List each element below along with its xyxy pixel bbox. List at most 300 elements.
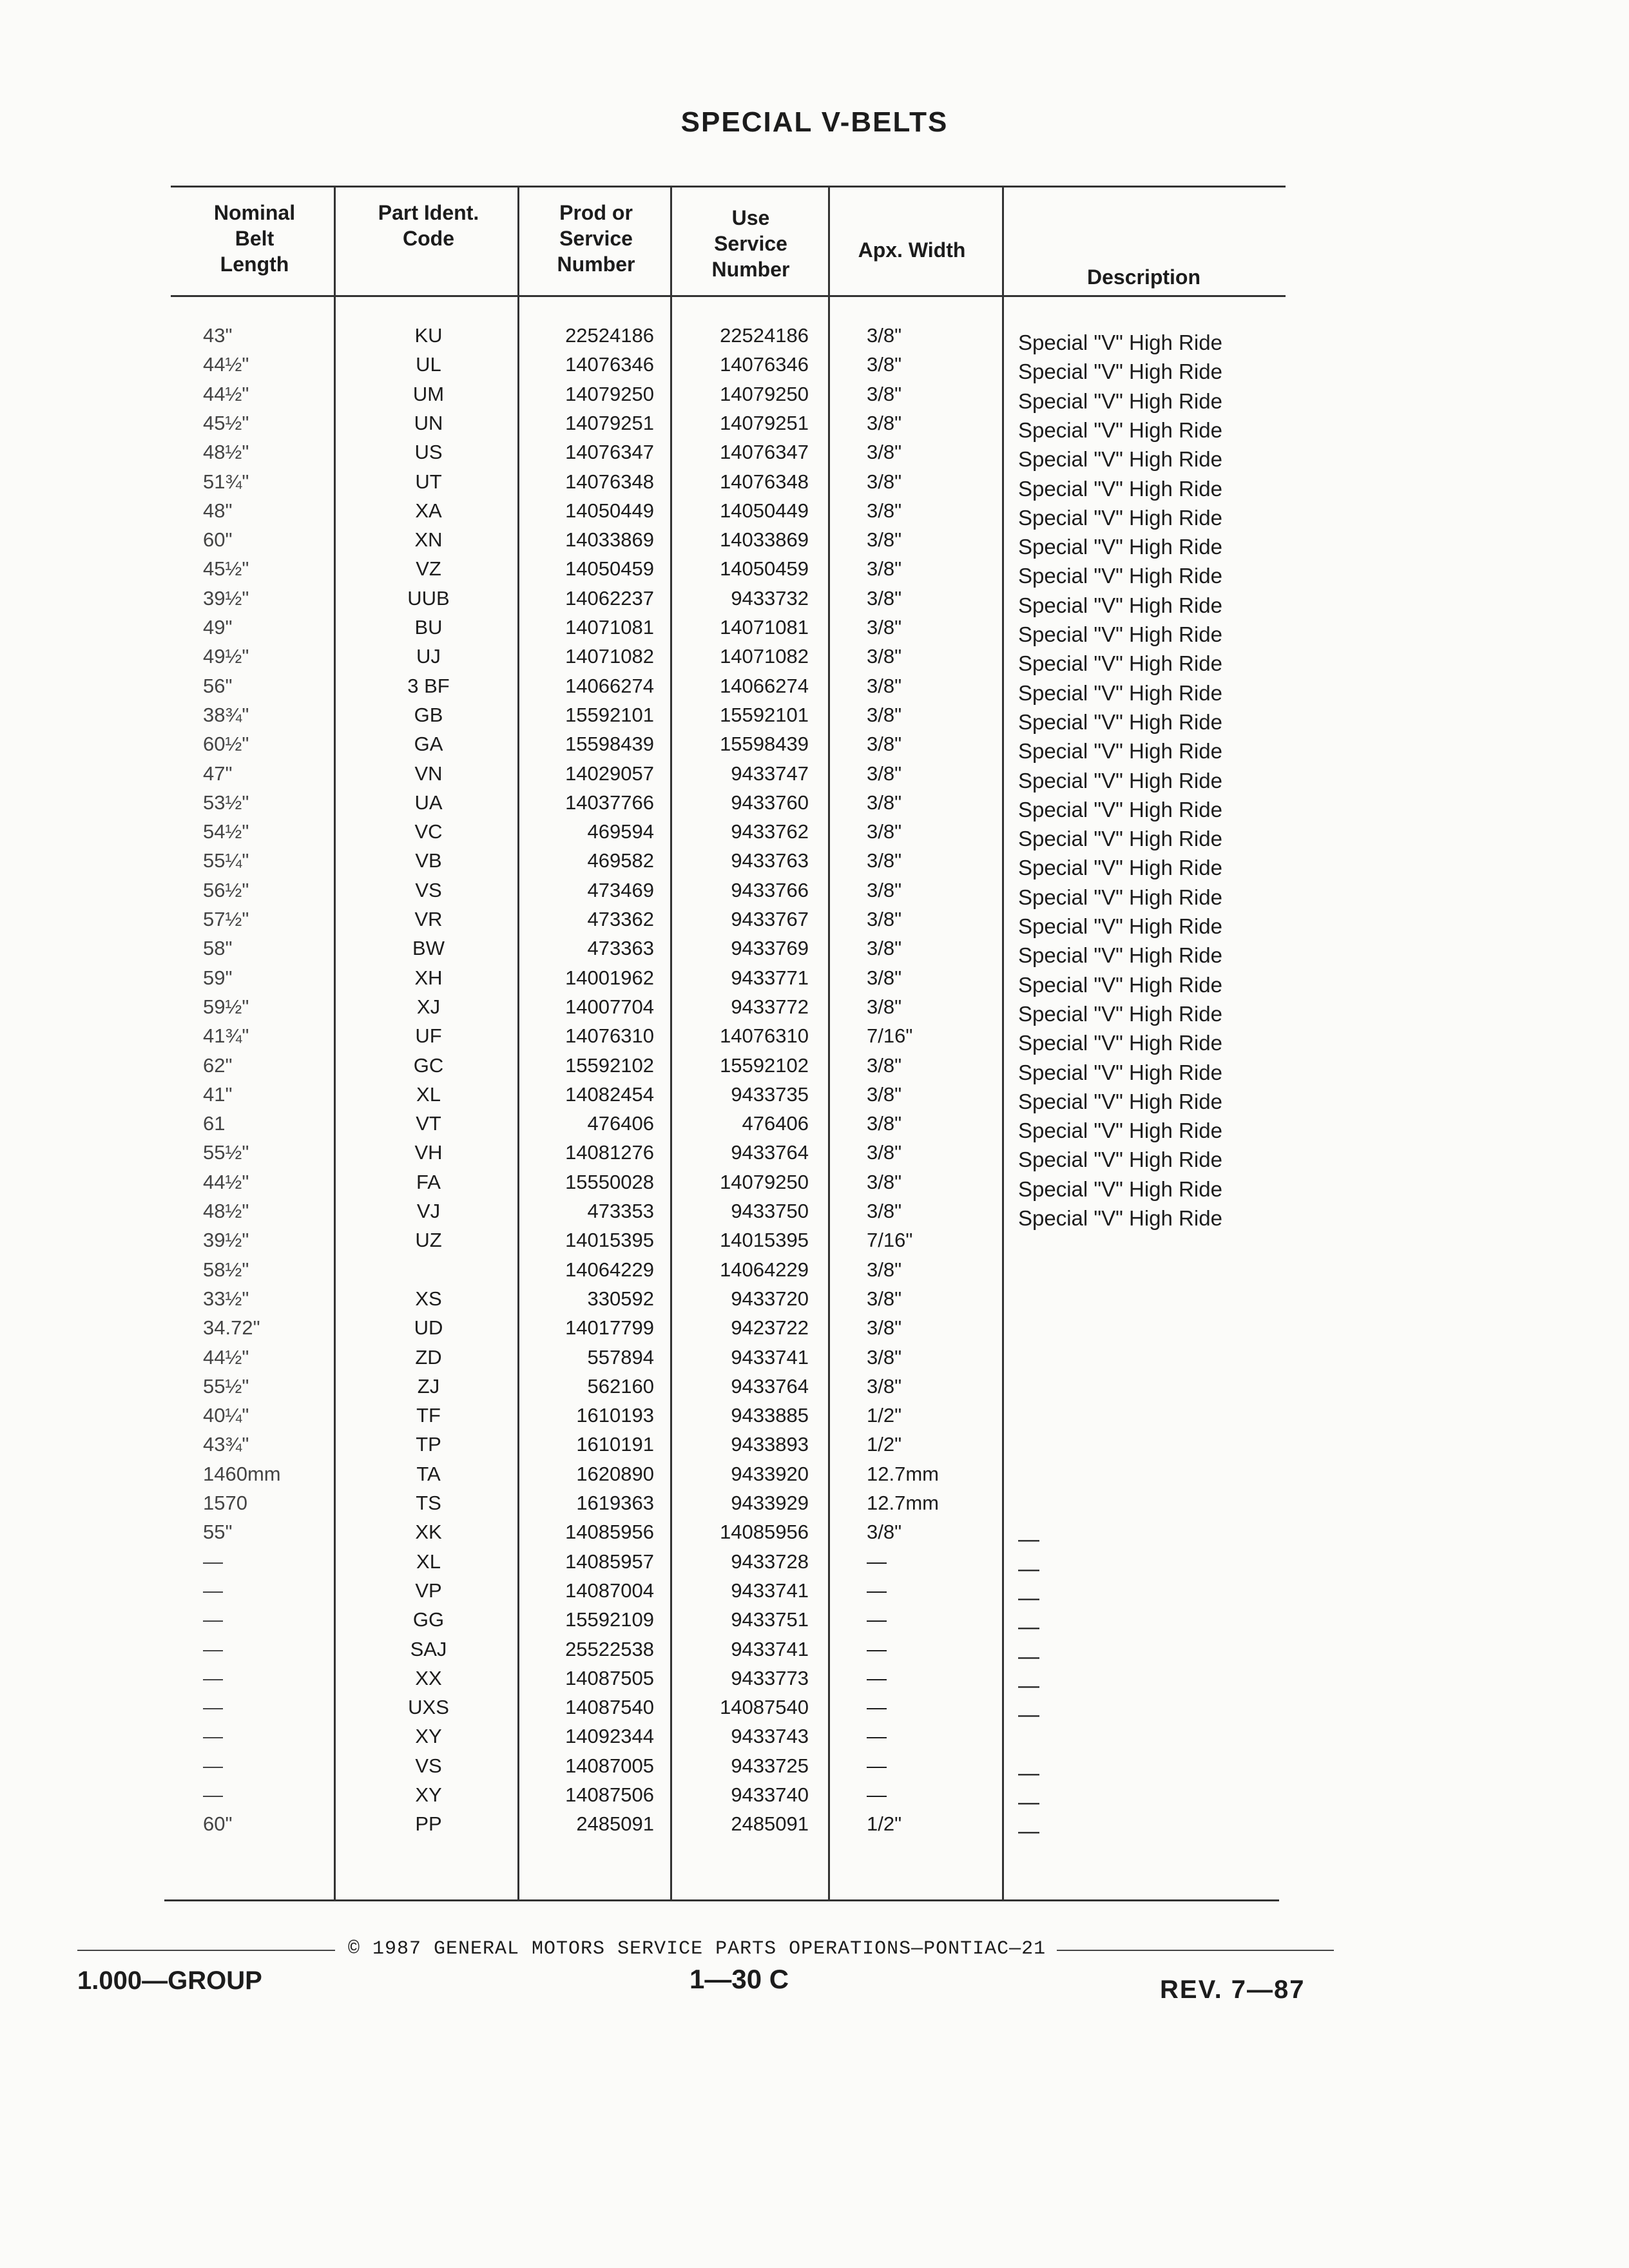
cell-belt-length: 41¾" [203, 1024, 249, 1048]
cell-ident-code: UN [414, 411, 443, 434]
cell-ident-code: XX [415, 1666, 442, 1689]
cell-apx-width: 3/8" [867, 528, 902, 552]
cell-prod-number: 2485091 [576, 1812, 654, 1836]
cell-ident-code: VR [414, 908, 443, 930]
cell-belt-length: — [203, 1783, 223, 1806]
cell-apx-width: 3/8" [867, 470, 902, 493]
cell-prod-number: 14085957 [565, 1550, 654, 1573]
cell-apx-width: 3/8" [867, 937, 902, 960]
cell-prod-number: 14076346 [565, 353, 654, 376]
cell-apx-width: 3/8" [867, 411, 902, 434]
cell-belt-length: 60" [203, 1812, 233, 1836]
cell-belt-length: 49½" [203, 645, 249, 668]
cell-use-number: 9433760 [731, 791, 809, 814]
page-title: SPECIAL V-BELTS [680, 106, 949, 138]
cell-belt-length: 56½" [203, 878, 249, 901]
cell-belt-length: 40¼" [203, 1404, 249, 1427]
cell-use-number: 14079250 [720, 382, 809, 405]
cell-use-number: 14076346 [720, 353, 809, 376]
header-width: Apx. Width [858, 238, 966, 262]
cell-belt-length: 44½" [203, 382, 249, 405]
cell-prod-number: 557894 [587, 1345, 654, 1369]
cell-prod-number: 14001962 [565, 966, 654, 989]
cell-prod-number: 15592102 [565, 1053, 654, 1077]
cell-ident-code: GA [414, 733, 443, 756]
cell-prod-number: 473363 [587, 937, 654, 960]
cell-use-number: 9433772 [731, 995, 809, 1018]
cell-ident-code: XY [415, 1783, 442, 1806]
col-divider-4 [828, 186, 830, 1899]
cell-apx-width: 3/8" [867, 499, 902, 522]
cell-use-number: 14033869 [720, 528, 809, 552]
cell-prod-number: 22524186 [565, 324, 654, 347]
cell-ident-code: VB [415, 849, 442, 872]
cell-prod-number: 14064229 [565, 1258, 654, 1281]
cell-use-number: 14085956 [720, 1521, 809, 1544]
cell-apx-width: 3/8" [867, 1287, 902, 1310]
cell-prod-number: 330592 [587, 1287, 654, 1310]
cell-prod-number: 14050459 [565, 557, 654, 581]
cell-prod-number: 14079250 [565, 382, 654, 405]
cell-belt-length: 44½" [203, 1170, 249, 1193]
cell-use-number: 9433741 [731, 1637, 809, 1660]
cell-belt-length: 33½" [203, 1287, 249, 1310]
cell-use-number: 9433885 [731, 1404, 809, 1427]
cell-prod-number: 14085956 [565, 1521, 654, 1544]
cell-description: Special "V" High Ride [1018, 1206, 1222, 1230]
cell-apx-width: 7/16" [867, 1229, 913, 1252]
cell-ident-code: VH [414, 1141, 443, 1164]
table-top-rule [171, 186, 1286, 187]
cell-apx-width: 3/8" [867, 966, 902, 989]
cell-prod-number: 14037766 [565, 791, 654, 814]
cell-ident-code: XA [415, 499, 442, 522]
vbelt-table [164, 186, 1286, 1899]
cell-ident-code: TA [416, 1462, 441, 1485]
cell-belt-length: — [203, 1550, 223, 1573]
cell-apx-width: — [867, 1725, 887, 1748]
cell-use-number: 14076310 [720, 1024, 809, 1048]
cell-apx-width: — [867, 1783, 887, 1806]
footer-revision: REV. 7—87 [1160, 1975, 1306, 2004]
cell-ident-code: GB [414, 703, 443, 726]
header-length: Nominal Belt Length [213, 201, 296, 276]
cell-use-number: 9433732 [731, 586, 809, 610]
cell-ident-code: UF [415, 1024, 442, 1048]
cell-belt-length: 48" [203, 499, 233, 522]
cell-description: — [1018, 1527, 1039, 1552]
footer-rule-left [77, 1950, 335, 1951]
cell-use-number: 2485091 [731, 1812, 809, 1836]
cell-apx-width: — [867, 1608, 887, 1631]
cell-prod-number: 14082454 [565, 1082, 654, 1106]
footer-copyright: © 1987 GENERAL MOTORS SERVICE PARTS OPERATIONS—PONTIAC—21 [348, 1938, 1046, 1960]
cell-description: Special "V" High Ride [1018, 564, 1222, 588]
cell-use-number: 9433929 [731, 1492, 809, 1514]
cell-apx-width: 3/8" [867, 441, 902, 464]
cell-prod-number: 14076347 [565, 441, 654, 464]
cell-description: — [1018, 1819, 1039, 1843]
cell-ident-code: US [414, 441, 443, 464]
cell-belt-length: — [203, 1608, 223, 1631]
cell-prod-number: 1619363 [576, 1492, 654, 1514]
cell-apx-width: 3/8" [867, 616, 902, 639]
cell-prod-number: 14033869 [565, 528, 654, 552]
cell-use-number: 14015395 [720, 1229, 809, 1252]
cell-prod-number: 562160 [587, 1374, 654, 1398]
cell-belt-length: 58½" [203, 1258, 249, 1281]
cell-apx-width: 12.7mm [867, 1462, 939, 1485]
cell-ident-code: VS [415, 878, 442, 901]
cell-description: — [1018, 1644, 1039, 1668]
cell-prod-number: 14076348 [565, 470, 654, 493]
cell-use-number: 9433767 [731, 908, 809, 930]
cell-description: — [1018, 1790, 1039, 1814]
cell-use-number: 9433747 [731, 762, 809, 785]
cell-use-number: 9433773 [731, 1666, 809, 1689]
cell-apx-width: 7/16" [867, 1024, 913, 1048]
cell-apx-width: 3/8" [867, 1141, 902, 1164]
cell-belt-length: 60" [203, 528, 233, 552]
cell-prod-number: 14066274 [565, 674, 654, 697]
cell-belt-length: 55¼" [203, 849, 249, 872]
cell-apx-width: 3/8" [867, 762, 902, 785]
cell-description: Special "V" High Ride [1018, 768, 1222, 793]
cell-apx-width: 3/8" [867, 733, 902, 756]
header-code: Part Ident. Code [378, 201, 479, 250]
cell-prod-number: 15550028 [565, 1170, 654, 1193]
cell-apx-width: 3/8" [867, 791, 902, 814]
cell-prod-number: 15592109 [565, 1608, 654, 1631]
cell-apx-width: 3/8" [867, 324, 902, 347]
cell-belt-length: 43¾" [203, 1433, 249, 1456]
cell-prod-number: 469594 [587, 820, 654, 843]
cell-belt-length: 62" [203, 1053, 233, 1077]
cell-apx-width: — [867, 1550, 887, 1573]
cell-description: Special "V" High Ride [1018, 943, 1222, 968]
cell-apx-width: 3/8" [867, 908, 902, 930]
cell-use-number: 14076347 [720, 441, 809, 464]
cell-belt-length: 39½" [203, 586, 249, 610]
cell-apx-width: 3/8" [867, 878, 902, 901]
col-divider-1 [334, 186, 336, 1899]
cell-use-number: 9433893 [731, 1433, 809, 1456]
cell-ident-code: GG [412, 1608, 445, 1631]
cell-description: Special "V" High Ride [1018, 1001, 1222, 1026]
cell-ident-code: UA [414, 791, 443, 814]
cell-ident-code: SAJ [410, 1637, 447, 1660]
cell-description: — [1018, 1615, 1039, 1639]
cell-description: Special "V" High Ride [1018, 1177, 1222, 1201]
cell-prod-number: 1620890 [576, 1462, 654, 1485]
cell-prod-number: 14087005 [565, 1754, 654, 1777]
cell-prod-number: 14015395 [565, 1229, 654, 1252]
cell-ident-code: VC [414, 820, 443, 843]
cell-use-number: 9433741 [731, 1345, 809, 1369]
cell-apx-width: 3/8" [867, 1258, 902, 1281]
cell-use-number: 9433764 [731, 1374, 809, 1398]
cell-apx-width: 3/8" [867, 1053, 902, 1077]
cell-prod-number: 14029057 [565, 762, 654, 785]
cell-ident-code: ZJ [417, 1374, 440, 1398]
cell-belt-length: 47" [203, 762, 233, 785]
cell-description: Special "V" High Ride [1018, 1089, 1222, 1113]
cell-apx-width: — [867, 1666, 887, 1689]
cell-ident-code: VN [414, 762, 443, 785]
cell-apx-width: 1/2" [867, 1404, 902, 1427]
cell-belt-length: 51¾" [203, 470, 249, 493]
cell-prod-number: 473353 [587, 1200, 654, 1222]
cell-prod-number: 15592101 [565, 703, 654, 726]
cell-description: — [1018, 1760, 1039, 1785]
cell-prod-number: 14071081 [565, 616, 654, 639]
cell-belt-length: 58" [203, 937, 233, 960]
cell-use-number: 14079250 [720, 1170, 809, 1193]
cell-ident-code: XK [415, 1521, 442, 1544]
cell-apx-width: 1/2" [867, 1812, 902, 1836]
cell-belt-length: 45½" [203, 557, 249, 581]
cell-ident-code: FA [416, 1170, 441, 1193]
cell-prod-number: 476406 [587, 1112, 654, 1135]
cell-prod-number: 14050449 [565, 499, 654, 522]
cell-prod-number: 469582 [587, 849, 654, 872]
cell-apx-width: — [867, 1579, 887, 1602]
cell-ident-code: XH [414, 966, 443, 989]
cell-description: Special "V" High Ride [1018, 360, 1222, 384]
cell-ident-code: XJ [416, 995, 441, 1018]
col-divider-3 [670, 186, 672, 1899]
cell-use-number: 9433771 [731, 966, 809, 989]
cell-apx-width: 3/8" [867, 1170, 902, 1193]
cell-description: Special "V" High Ride [1018, 856, 1222, 880]
cell-apx-width: 3/8" [867, 382, 902, 405]
cell-apx-width: — [867, 1754, 887, 1777]
cell-use-number: 14066274 [720, 674, 809, 697]
cell-belt-length: 44½" [203, 1345, 249, 1369]
cell-description: Special "V" High Ride [1018, 505, 1222, 530]
cell-ident-code: UUB [407, 586, 450, 610]
cell-apx-width: 3/8" [867, 557, 902, 581]
cell-ident-code: XL [416, 1082, 441, 1106]
footer-group: 1.000—GROUP [77, 1966, 262, 1995]
cell-use-number: 9433762 [731, 820, 809, 843]
cell-prod-number: 14092344 [565, 1725, 654, 1748]
cell-prod-number: 14062237 [565, 586, 654, 610]
cell-belt-length: 54½" [203, 820, 249, 843]
cell-belt-length: 48½" [203, 441, 249, 464]
cell-belt-length: 1460mm [203, 1462, 281, 1485]
cell-use-number: 9433740 [731, 1783, 809, 1806]
cell-description: Special "V" High Ride [1018, 593, 1222, 617]
cell-description: Special "V" High Ride [1018, 1119, 1222, 1143]
cell-ident-code: UJ [416, 645, 441, 668]
cell-description: Special "V" High Ride [1018, 389, 1222, 413]
cell-belt-length: 56" [203, 674, 233, 697]
cell-use-number: 14079251 [720, 411, 809, 434]
cell-belt-length: 1570 [203, 1492, 247, 1514]
cell-prod-number: 14087004 [565, 1579, 654, 1602]
cell-apx-width: 1/2" [867, 1433, 902, 1456]
cell-use-number: 14050449 [720, 499, 809, 522]
cell-use-number: 9433735 [731, 1082, 809, 1106]
cell-ident-code: UT [415, 470, 442, 493]
cell-ident-code: UM [412, 382, 445, 405]
cell-apx-width: 3/8" [867, 674, 902, 697]
cell-apx-width: 3/8" [867, 703, 902, 726]
cell-apx-width: 3/8" [867, 353, 902, 376]
cell-ident-code: UL [416, 353, 441, 376]
cell-description: Special "V" High Ride [1018, 1060, 1222, 1084]
cell-ident-code: UXS [408, 1696, 449, 1719]
cell-belt-length: — [203, 1754, 223, 1777]
cell-belt-length: 43" [203, 324, 233, 347]
cell-use-number: 9433750 [731, 1200, 809, 1222]
footer-page-number: 1—30 C [689, 1964, 789, 1994]
cell-prod-number: 14087540 [565, 1696, 654, 1719]
cell-apx-width: 3/8" [867, 645, 902, 668]
table-header-rule [171, 295, 1286, 297]
cell-ident-code: XS [415, 1287, 442, 1310]
cell-belt-length: — [203, 1666, 223, 1689]
cell-ident-code: UZ [415, 1229, 442, 1252]
cell-ident-code: BU [414, 616, 443, 639]
cell-apx-width: 3/8" [867, 1112, 902, 1135]
cell-belt-length: 34.72" [203, 1316, 260, 1340]
cell-use-number: 14071082 [720, 645, 809, 668]
cell-ident-code: BW [412, 937, 445, 960]
cell-prod-number: 473469 [587, 878, 654, 901]
cell-apx-width: 3/8" [867, 1316, 902, 1340]
cell-description: — [1018, 1702, 1039, 1727]
cell-description: Special "V" High Ride [1018, 827, 1222, 851]
cell-ident-code: VS [415, 1754, 442, 1777]
cell-apx-width: 12.7mm [867, 1492, 939, 1514]
cell-belt-length: 45½" [203, 411, 249, 434]
cell-prod-number: 14017799 [565, 1316, 654, 1340]
cell-belt-length: 59" [203, 966, 233, 989]
cell-belt-length: 57½" [203, 908, 249, 930]
cell-belt-length: 55½" [203, 1141, 249, 1164]
cell-use-number: 9433769 [731, 937, 809, 960]
cell-ident-code: TF [416, 1404, 441, 1427]
cell-belt-length: 39½" [203, 1229, 249, 1252]
cell-description: — [1018, 1556, 1039, 1581]
cell-belt-length: 48½" [203, 1200, 249, 1222]
cell-belt-length: 60½" [203, 733, 249, 756]
cell-description: Special "V" High Ride [1018, 331, 1222, 354]
cell-use-number: 14071081 [720, 616, 809, 639]
cell-use-number: 15598439 [720, 733, 809, 756]
cell-belt-length: 53½" [203, 791, 249, 814]
cell-belt-length: 55" [203, 1521, 233, 1544]
cell-prod-number: 1610191 [576, 1433, 654, 1456]
cell-apx-width: 3/8" [867, 1082, 902, 1106]
cell-ident-code: KU [414, 324, 443, 347]
cell-apx-width: — [867, 1696, 887, 1719]
cell-use-number: 14076348 [720, 470, 809, 493]
cell-belt-length: 44½" [203, 353, 249, 376]
cell-use-number: 9433763 [731, 849, 809, 872]
cell-belt-length: 41" [203, 1082, 233, 1106]
cell-apx-width: 3/8" [867, 1200, 902, 1222]
cell-description: Special "V" High Ride [1018, 972, 1222, 997]
cell-ident-code: ZD [415, 1345, 442, 1369]
cell-prod-number: 14079251 [565, 411, 654, 434]
cell-ident-code: XY [415, 1725, 442, 1748]
cell-description: Special "V" High Ride [1018, 418, 1222, 442]
cell-belt-length: 55½" [203, 1374, 249, 1398]
cell-ident-code: VJ [416, 1200, 441, 1222]
cell-description: Special "V" High Ride [1018, 535, 1222, 559]
cell-apx-width: 3/8" [867, 995, 902, 1018]
cell-ident-code: GC [413, 1053, 444, 1077]
cell-description: Special "V" High Ride [1018, 1031, 1222, 1055]
cell-apx-width: 3/8" [867, 1374, 902, 1398]
cell-ident-code: VZ [416, 557, 441, 581]
cell-ident-code: VT [416, 1112, 441, 1135]
cell-use-number: 9433764 [731, 1141, 809, 1164]
cell-ident-code: PP [415, 1812, 442, 1836]
cell-description: Special "V" High Ride [1018, 709, 1222, 734]
cell-use-number: 9433728 [731, 1550, 809, 1573]
cell-use-number: 9433720 [731, 1287, 809, 1310]
cell-belt-length: — [203, 1696, 223, 1719]
cell-ident-code: 3 BF [407, 674, 450, 697]
cell-apx-width: 3/8" [867, 1521, 902, 1544]
cell-use-number: 22524186 [720, 324, 809, 347]
cell-prod-number: 14087505 [565, 1666, 654, 1689]
cell-prod-number: 14087506 [565, 1783, 654, 1806]
cell-prod-number: 14081276 [565, 1141, 654, 1164]
header-prod: Prod or Service Number [557, 201, 635, 276]
footer-rule-right [1057, 1950, 1334, 1951]
header-use: Use Service Number [711, 206, 790, 281]
cell-belt-length: 59½" [203, 995, 249, 1018]
cell-description: Special "V" High Ride [1018, 914, 1222, 938]
cell-belt-length: — [203, 1725, 223, 1748]
cell-description: Special "V" High Ride [1018, 622, 1222, 646]
cell-prod-number: 1610193 [576, 1404, 654, 1427]
cell-prod-number: 14007704 [565, 995, 654, 1018]
cell-apx-width: 3/8" [867, 586, 902, 610]
header-desc: Description [1086, 265, 1201, 289]
cell-use-number: 14050459 [720, 557, 809, 581]
cell-apx-width: 3/8" [867, 849, 902, 872]
cell-use-number: 9433920 [731, 1462, 809, 1485]
cell-prod-number: 15598439 [565, 733, 654, 756]
cell-description: Special "V" High Ride [1018, 651, 1222, 676]
cell-use-number: 9423722 [731, 1316, 809, 1340]
cell-description: Special "V" High Ride [1018, 885, 1222, 909]
cell-description: Special "V" High Ride [1018, 476, 1222, 501]
cell-use-number: 9433741 [731, 1579, 809, 1602]
cell-use-number: 15592102 [720, 1053, 809, 1077]
cell-prod-number: 473362 [587, 908, 654, 930]
cell-use-number: 476406 [742, 1112, 809, 1135]
cell-belt-length: — [203, 1637, 223, 1660]
cell-description: Special "V" High Ride [1018, 797, 1222, 822]
cell-prod-number: 14076310 [565, 1024, 654, 1048]
cell-description: Special "V" High Ride [1018, 1148, 1222, 1172]
table-bottom-rule [164, 1899, 1279, 1901]
col-divider-2 [517, 186, 519, 1899]
cell-belt-length: — [203, 1579, 223, 1602]
cell-belt-length: 38¾" [203, 703, 249, 726]
cell-prod-number: 25522538 [565, 1637, 654, 1660]
cell-description: Special "V" High Ride [1018, 739, 1222, 764]
cell-apx-width: — [867, 1637, 887, 1660]
cell-use-number: 9433725 [731, 1754, 809, 1777]
